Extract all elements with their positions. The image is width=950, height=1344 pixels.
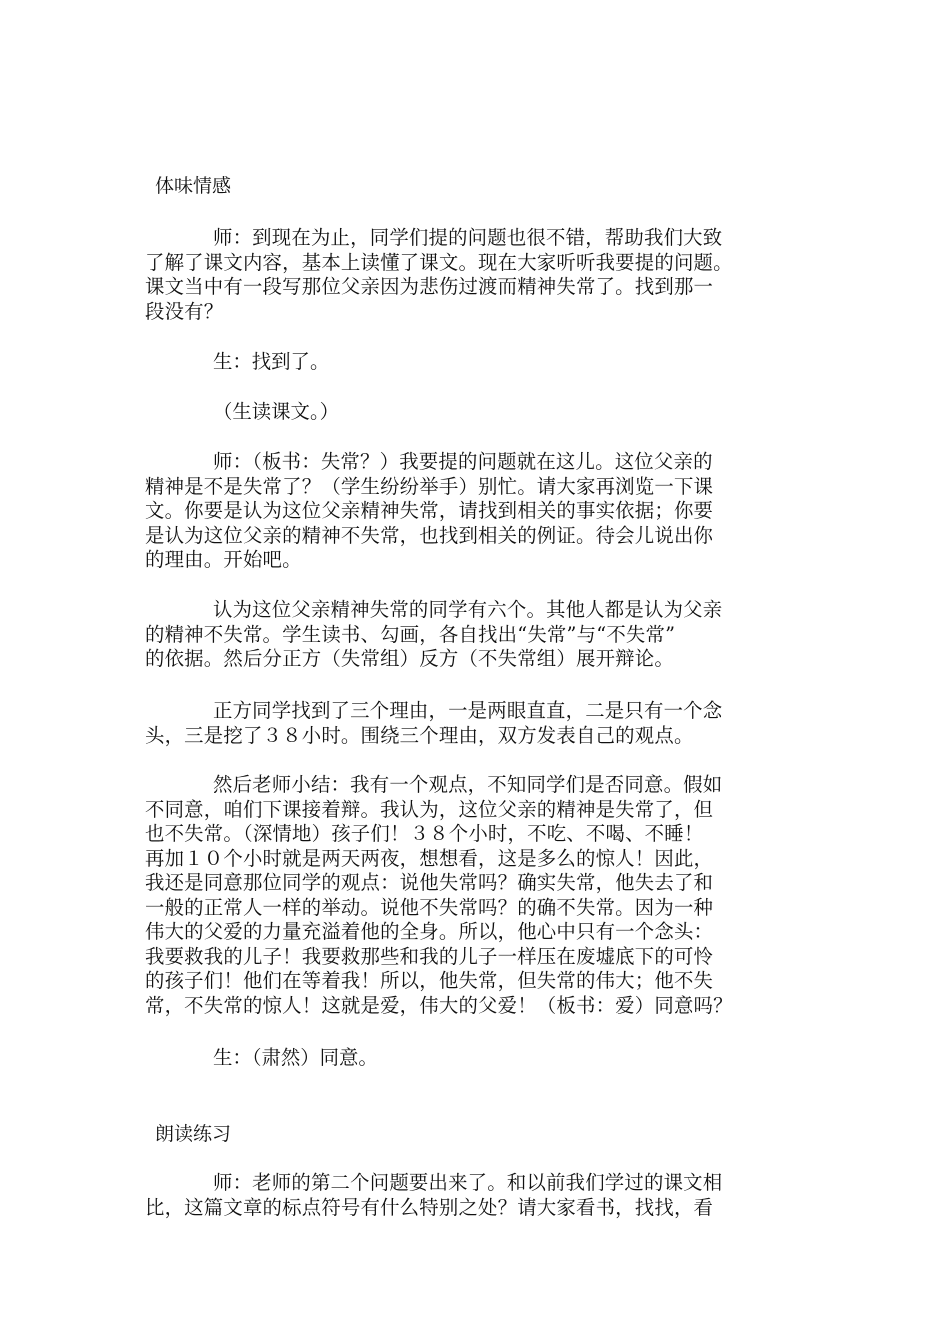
paragraph: （生读课文。）: [213, 400, 340, 423]
section-heading: 体味情感: [155, 175, 232, 197]
section-heading: 朗读练习: [155, 1123, 232, 1145]
paragraph: 生：（肃然）同意。: [213, 1046, 378, 1069]
text-line: 精神是不是失常了？（学生纷纷举手）别忙。请大家再浏览一下课: [145, 474, 714, 498]
text-line: 一般的正常人一样的举动。说他不失常吗？的确不失常。因为一种: [145, 895, 714, 919]
text-line: 段没有？: [145, 299, 224, 323]
text-line: 师：（板书：失常？）我要提的问题就在这儿。这位父亲的: [213, 450, 713, 473]
text-line: 是认为这位父亲的精神不失常，也找到相关的例证。待会儿说出你: [145, 523, 714, 547]
text-line: 课文当中有一段写那位父亲因为悲伤过渡而精神失常了。找到那一: [145, 275, 714, 298]
text-line: 正方同学找到了三个理由，一是两眼直直，二是只有一个念: [213, 699, 723, 722]
paragraph: [145, 226, 810, 324]
paragraph: [145, 773, 810, 1018]
text-line: 再加１０个小时就是两天两夜，想想看，这是多么的惊人！因此，: [145, 846, 714, 870]
text-line: 头，三是挖了３８小时。围绕三个理由，双方发表自己的观点。: [145, 723, 694, 747]
paragraph: [145, 699, 810, 748]
text-line: 然后老师小结：我有一个观点，不知同学们是否同意。假如: [213, 773, 723, 796]
text-line: 的理由。开始吧。: [145, 548, 302, 571]
text-line: 我要救我的儿子！我要救那些和我的儿子一样压在废墟底下的可怜: [145, 944, 714, 968]
text-line: 了解了课文内容，基本上读懂了课文。现在大家听听我要提的问题。: [145, 250, 733, 274]
text-line: 的依据。然后分正方（失常组）反方（不失常组）展开辩论。: [145, 647, 674, 670]
text-line: 比，这篇文章的标点符号有什么特别之处？请大家看书，找找，看: [145, 1195, 714, 1219]
text-line: 也不失常。（深情地）孩子们！３８个小时，不吃、不喝、不睡！: [145, 822, 704, 845]
text-line: 的精神不失常。学生读书、勾画，各自找出“失常”与“不失常”: [145, 622, 676, 646]
text-line: 师：老师的第二个问题要出来了。和以前我们学过的课文相: [213, 1171, 723, 1194]
text-line: 不同意，咱们下课接着辩。我认为，这位父亲的精神是失常了，但: [145, 797, 714, 821]
text-line: 认为这位父亲精神失常的同学有六个。其他人都是认为父亲: [213, 598, 723, 621]
text-line: 我还是同意那位同学的观点：说他失常吗？确实失常，他失去了和: [145, 871, 714, 894]
text-line: 常，不失常的惊人！这就是爱，伟大的父爱！（板书：爱）同意吗？: [145, 993, 733, 1017]
text-line: 的孩子们！他们在等着我！所以，他失常，但失常的伟大；他不失: [145, 969, 714, 992]
paragraph: [145, 598, 810, 672]
text-line: 伟大的父爱的力量充溢着他的全身。所以，他心中只有一个念头：: [145, 920, 714, 943]
paragraph: [145, 1171, 810, 1220]
paragraph: [145, 450, 810, 573]
paragraph: 生：找到了。: [213, 350, 330, 373]
text-line: 文。你要是认为这位父亲精神失常，请找到相关的事实依据；你要: [145, 499, 714, 522]
text-line: 师：到现在为止，同学们提的问题也很不错，帮助我们大致: [213, 226, 723, 249]
